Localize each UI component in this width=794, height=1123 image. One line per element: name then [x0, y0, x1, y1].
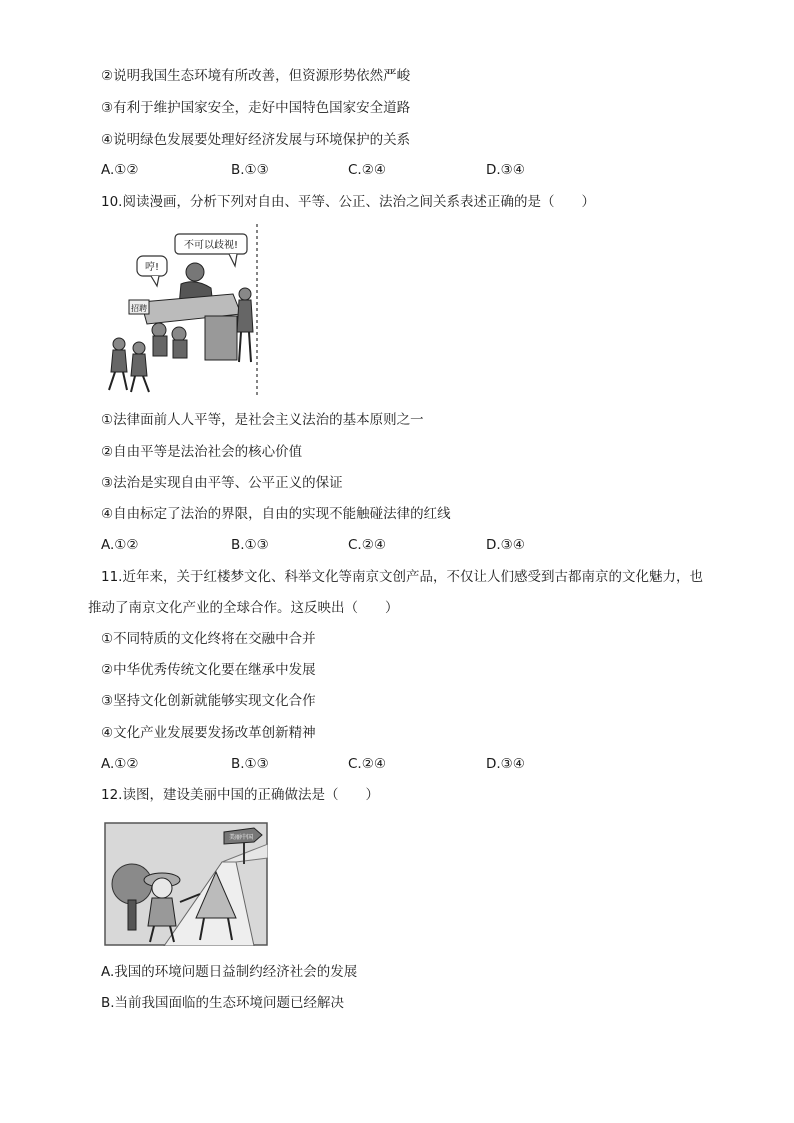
q9-choice-b: B.①③ — [231, 162, 269, 178]
q10-choices — [101, 535, 661, 555]
q9-choices — [101, 160, 661, 180]
q11-choices — [101, 754, 661, 774]
q12-cartoon — [104, 822, 268, 946]
q11-choice-a: A.①② — [101, 756, 139, 772]
q12-stem: 12.读图，建设美丽中国的正确做法是（ ） — [101, 787, 379, 803]
q11-option-1: ①不同特质的文化终将在交融中合并 — [101, 631, 316, 647]
q10-option-1: ①法律面前人人平等，是社会主义法治的基本原则之一 — [101, 412, 424, 428]
q9-option-3: ③有利于维护国家安全，走好中国特色国家安全道路 — [101, 100, 411, 116]
q11-option-4: ④文化产业发展要发扬改革创新精神 — [101, 725, 316, 741]
q9-choice-c: C.②④ — [348, 162, 386, 178]
q10-sign: 招聘 — [131, 304, 147, 313]
q10-bubble-left: 哼! — [144, 262, 160, 273]
q11-stem-line-2: 推动了南京文化产业的全球合作。这反映出（ ） — [88, 600, 399, 616]
q10-choice-a: A.①② — [101, 537, 139, 553]
q10-option-4: ④自由标定了法治的界限，自由的实现不能触碰法律的红线 — [101, 506, 451, 522]
q10-option-3: ③法治是实现自由平等、公平正义的保证 — [101, 475, 343, 491]
q10-bubble-right: 不可以歧视! — [183, 240, 239, 251]
q11-option-3: ③坚持文化创新就能够实现文化合作 — [101, 693, 316, 709]
q11-choice-c: C.②④ — [348, 756, 386, 772]
q10-choice-b: B.①③ — [231, 537, 269, 553]
q9-choice-d: D.③④ — [486, 162, 525, 178]
q11-option-2: ②中华优秀传统文化要在继承中发展 — [101, 662, 316, 678]
q11-choice-d: D.③④ — [486, 756, 525, 772]
q10-choice-d: D.③④ — [486, 537, 525, 553]
q9-option-4: ④说明绿色发展要处理好经济发展与环境保护的关系 — [101, 132, 411, 148]
q9-choice-a: A.①② — [101, 162, 139, 178]
q10-stem: 10.阅读漫画，分析下列对自由、平等、公正、法治之间关系表述正确的是（ ） — [101, 194, 595, 210]
q9-option-2: ②说明我国生态环境有所改善，但资源形势依然严峻 — [101, 68, 411, 84]
q12-sign: 美丽中国 — [228, 834, 254, 841]
q10-cartoon — [101, 222, 271, 400]
q11-stem-line-1: 11.近年来，关于红楼梦文化、科举文化等南京文创产品，不仅让人们感受到古都南京的文化魅力，也 — [101, 569, 703, 585]
q12-option-b: B.当前我国面临的生态环境问题已经解决 — [101, 995, 345, 1011]
q11-choice-b: B.①③ — [231, 756, 269, 772]
q10-option-2: ②自由平等是法治社会的核心价值 — [101, 444, 303, 460]
q12-option-a: A.我国的环境问题日益制约经济社会的发展 — [101, 964, 358, 980]
q10-choice-c: C.②④ — [348, 537, 386, 553]
